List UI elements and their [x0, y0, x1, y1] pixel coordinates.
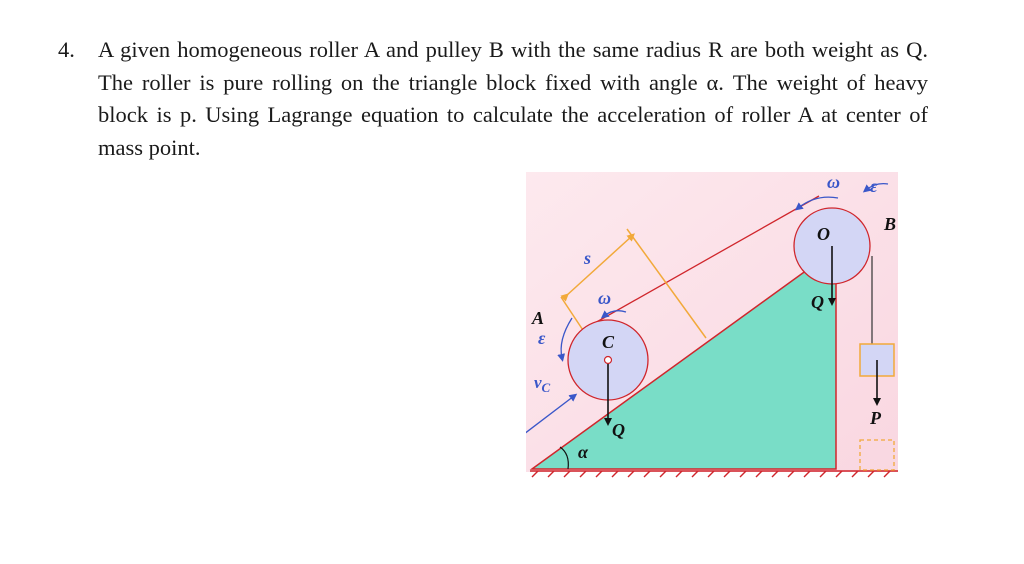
label-roller-a: A [532, 308, 545, 328]
velocity-subscript: C [541, 380, 551, 395]
label-displacement-s: s [584, 248, 592, 268]
label-epsilon-pulley: ε [870, 176, 878, 196]
figure-svg [526, 172, 904, 480]
label-pulley-center-o: O [817, 224, 830, 244]
label-pulley-weight-q: Q [811, 292, 824, 312]
velocity-v: v [534, 373, 542, 392]
label-omega-pulley: ω [827, 172, 841, 192]
roller-center-point [605, 357, 612, 364]
label-roller-weight-q: Q [612, 420, 625, 440]
label-angle-alpha: α [578, 442, 588, 462]
problem-statement [58, 34, 928, 164]
mechanics-figure [526, 172, 904, 480]
label-block-weight-p: P [870, 408, 881, 428]
label-roller-center-c: C [602, 332, 615, 352]
problem-number: 4. [58, 37, 75, 62]
label-omega-roller: ω [598, 288, 612, 308]
label-epsilon-roller: ε [538, 328, 546, 348]
label-pulley-b: B [884, 214, 897, 234]
problem-text: A given homogeneous roller A and pulley B with the same radius R are both weight as Q. The roller is pure rolling on the triangle block fixed with angle α. The weight of heavy block is p. Using Lagrange equation to calculate the acceleration of roller A at center of mass point. [98, 37, 928, 160]
